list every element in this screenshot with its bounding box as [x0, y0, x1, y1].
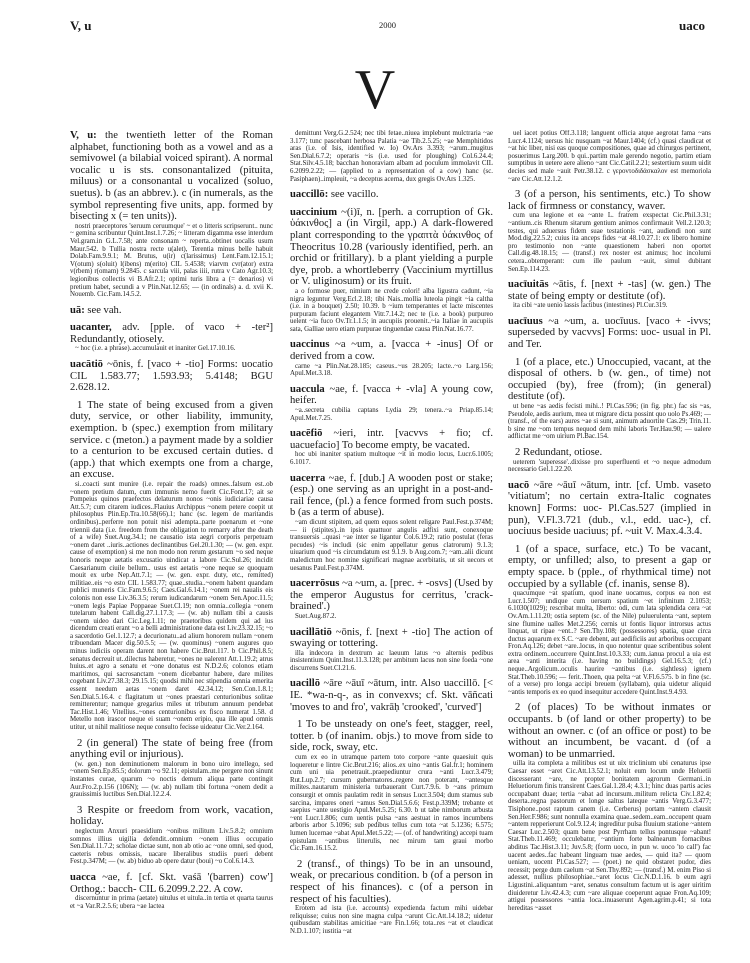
definition-text: ~ōnis, f. [next + -tio] The action of swaying or tottering.: [290, 626, 493, 650]
entry-definition-line: [508, 702, 711, 760]
entry-definition-line: [508, 447, 711, 459]
headword: uacēfiō: [290, 428, 323, 440]
citations: neglectum Anxuri praesidium ~onibus militum Liv.5.8.2; omnium somnos illius uigilia defendit..omnium ~onem illius occupatio Sen.Dial.11.7.2; scholae dictae sunt, non ab otio ac ~one omni, sed quod, caeteris rebus omissis, uacare liberalibus studiis pueri debent Fest.p.347M; — (w. ab) biduo ab opere datur (boui) ~o Col.6.14.3.: [70, 827, 273, 866]
dictionary-entry: [508, 130, 711, 183]
definition-text: ~a ~um, a. [vacca + -inus] Of or derived from a cow.: [290, 339, 493, 363]
entry-definition-line: [290, 678, 493, 713]
entry-definition-line: [70, 872, 273, 895]
definition-text: 2 (of places) To be without inmates or occupants. b (of land or other property) to be without an owner. c (of an office or post) to be without an incumbent, be vacant. d (of a woman) to be unmarried.: [508, 702, 711, 760]
entry-definition-line: [508, 357, 711, 403]
definition-text: ~ae, f. [cf. Skt. vaśā '(barren) cow'] Orthog.: bacch- CIL 6.2099.2.22. A cow.: [70, 871, 273, 895]
citations: hoc ubi inaniter spatium multoque ~it in modio locus, Lucr.6.1005; 6.1017.: [290, 451, 493, 466]
dictionary-entry: [508, 702, 711, 912]
entry-definition-line: [290, 627, 493, 650]
dictionary-entry: [508, 189, 711, 273]
headword: uacca: [70, 871, 96, 883]
headword: uaccinus: [290, 339, 330, 351]
dictionary-entry: [70, 305, 273, 317]
dictionary-entry: [70, 805, 273, 866]
definition-text: ~a ~um, a. [prec. + -osvs] (Used by the emperor Augustus for cerritus, 'crack-brained'.): [290, 578, 493, 613]
citations: cum ex eo in utramque partem toto corpore ~ante quaesiuit quis loqueretur e lintre Cic.Brut.216; alios..ex uino ~antis Gal.fr.1; hominem cum uni uia penetrauit..praepediuntur crura ~anti Lucr.3.479; Rut.Lup.2.7; cursum gubernatores..regere non poterant, ~antesque milites..nautarum ministeria turbauerant Curt.7.9.6. b ~ans primum consurgit et omnis paulatim redit in sensus Lucr.3.504; dum stamus sub sarcina, impares oneri ~amus Sen.Dial.5.6.6; Fest.p.339M; trebante et saepius ~ante uestigio Apul.Met.5.25; 6.30. b ut tabe nimborum arbusta ~ent Lucr.1.806; cum uentis pulsa ~ans aestuat in ramos incumbens arboris arbor 5.1096; sub pedibus tellus cum tota ~at 5.1236; 6.575; lumen lucernae ~abat Apul.Met.5.22; — (of. of handwriting) accepi tuam epistulam ~antibus litterulis, nec mirum tam graui morbo Cic.Fam.16.15.2.: [290, 754, 493, 853]
entry-definition-line: [70, 305, 273, 317]
entry-definition-line: [70, 322, 273, 345]
definition-text: ~ātis, f. [next + -tas] (w. gen.) The state of being empty or destitute (of).: [508, 279, 711, 302]
dictionary-entry: [290, 339, 493, 377]
dictionary-entry: [290, 473, 493, 573]
entry-definition-line: [70, 805, 273, 828]
citations: quacumque ~at spatium, quod inane uocamus, corpus ea non est Lucr.1.507; undique cum uersum spatium ~et infinitum 2.1053; 6.1030(1029); rescribat multa, liberto: odi, cum lata splendida cera ~at Ov.Am.1.11.20; ostia septem (sc. of the Nile) puluerulenta ~ant, septem sine flumine ualles Met.2.256; cernis ut fontis liquor introrsus actus linquat, ut ripae ~ent..? Sen.Thy.108; (possessores) spatia, quae circa ductus aquarum ex S.C. ~are debent, aut aedificiis aut arboribus occupant Fron.Aq.126; debet ~are..locus, in quo notentur quae scribentibus solent extra ordinem..occurrere Quint.Inst.10.3.33; cum..ianua procul a uia est area ~anti interita (i.e. having no buildings) Gel.16.5.3; (cf.) neque..Argolicum..oculis haurire ~antibus (i.e. sightless) ignem Stat.Theb.10.596; — ferit..Thoen, qua pelta ~at V.Fl.6.575. b in fine (sc. of a verse) pro longa accipi breuem (syllabam), quia uidetur aliquid ~antis temporis ex eo quod insequitur accedere Quint.Inst.9.4.93.: [508, 590, 711, 696]
headword: uacanter,: [70, 322, 112, 334]
definition-text: ~ieri, intr. [vacvvs + fio; cf. uacuefacio] To become empty, be vacated.: [290, 428, 493, 451]
definition-text: 1 (of a place, etc.) Unoccupied, vacant, at the disposal of others. b (w. gen., of time) not occupied (by), free (from); (in general) destitute (of).: [508, 356, 711, 403]
dictionary-entry: [70, 359, 273, 394]
entry-definition-line: [290, 339, 493, 362]
definition-text: ~ae, f. [dub.] A wooden post or stake; (esp.) one serving as an upright in a post-and-rail fence, (pl.) a fence formed from such posts. b (as a term of abuse).: [290, 472, 493, 519]
headword: uacātiō: [70, 359, 103, 371]
dictionary-entry: [290, 719, 493, 853]
definition-text: 3 (of a person, his sentiments, etc.) To show lack of firmness or constancy, waver.: [508, 189, 711, 212]
dictionary-entry: [508, 279, 711, 310]
entry-definition-line: [290, 428, 493, 451]
dictionary-entry: [290, 130, 493, 183]
citations: ~ hoc (i.e. a phrase)..accumulauit et inaniter Gel.17.10.16.: [75, 345, 236, 353]
dictionary-entry: [508, 357, 711, 441]
dictionary-entry: [290, 678, 493, 713]
citations: demittunt Verg.G.2.524; nec tibi fetae..niuea implebunt mulctraria ~ae 3.177; tunc pascebant herbosa Palatia ~ae Tib.2.5.25; ~ae Memphitidos aras (i.e. of Isis, identified w. Io) Ov.Ars 3.393; ~arum..mugitus Sen.Dial.6.7.2; operaris ~is (i.e. used for ploughing) Col.6.24.4; Stat.Silv.4.5.18; bacchan honoraviam albam ad poculum immolavit CIL 6.2099.2.22; — (applied to a representation of a cow) hanc (sc. Pasiphaen)..impleuit, ~a deceptus acerna, dux gregis Ov.Ars 1.325.: [290, 130, 493, 183]
definition-text: 1 (of a space, surface, etc.) To be vacant, empty, or unfilled; also, to present a gap or empty space. b (pple., of rhythmical time) not occupied by a syllable (cf. inanis, sense 8).: [508, 543, 711, 590]
entry-definition-line: [508, 316, 711, 351]
running-head: [70, 18, 705, 34]
headword: uacillō: [290, 678, 321, 690]
definition-text: see vacillo.: [330, 189, 379, 201]
entry-definition-line: [290, 207, 493, 288]
definition-text: 2 Redundant, otiose.: [515, 447, 603, 458]
entry-definition-line: [70, 738, 273, 761]
citations: (w. gen.) non deminutionem malorum in bono uiro intellego, sed ~onem Sen.Ep.85.5; dolorum ~o 92.11; epistulam..me pergere non sinunt instantes curae, quarum ~o noctis demum aliqua parte contingit Aur.Fro.2.p.156 (106N); — (w. ab) nullam tibi fortuna ~onem dedit a grauissimis luctibus Sen.Dial.12.2.4.: [70, 760, 273, 799]
definition-text: ~āre ~āuī ~ātum, intr. [cf. Umb. vaseto 'vitiatum'; no certain extra-Italic cognates known] Forms: uoc- Pl.Cas.527 (implied in pun), V.Fl.3.721 (dub., v.l., edd. uac-), cf. uociuus beside uaciuus; pf. ~uit V. Max.4.3.4.: [508, 479, 711, 538]
headword: uaccinium: [290, 206, 338, 218]
headword: uacō: [508, 479, 530, 491]
citations: ueterem 'superesse'..dixisse pro superfluenti et ~o neque admodum necessario Gel.1.22.20.: [508, 458, 711, 474]
dictionary-entry: [508, 480, 711, 538]
citations: a o formose puer, nimium ne crede colori! alba ligustra cadunt, ~ia nigra leguntur Verg.Ecl.2.18; tibi Nais..mollia luteola pingit ~ia caltha (i.e. in a bouquet) 2.50; 10.39. b ~ium temperantes et lacte miscentes purpuram faciunt elegantem Vitr.7.14.2; nec te (i.e. a book) purpureo uelent ~ia fuco Ov.Tr.1.1.5; in aucupiis prouenit..~ia Italiae in aucupiis sata, Galliae uero etiam purpurae tinguendae causa Plin.Nat.16.77.: [290, 287, 493, 333]
citations: cum una legione et ea ~ante L. fratrem exspectat Cic.Phil.3.31; ~antium..cis Rhenum sitarum gentium animos confirmauit Vell.2.120.3; testes, qui aduersus fidem suae testationis ~ant, audiendi non sunt Mod.dig.22.5.2; cuius ita anceps fides ~at 48.10.27.1: ex libero homine pro testimonio non ~ante quaestionem haberi non oportet Call.dig.48.18.15; — (transf.) rex noster est animus; hoc incolumi cetera..obtemperant: cum ille paulum ~auit, simul dubitant Sen.Ep.114.23.: [508, 212, 711, 273]
dictionary-entry: [70, 322, 273, 353]
page-number: 2000: [379, 20, 396, 30]
definition-text: 2 (in general) The state of being free (from anything evil or injurious).: [70, 737, 273, 761]
column-1: [70, 130, 273, 953]
definition-text: adv. [pple. of vaco + -ter²] Redundantly, otiosely.: [70, 322, 273, 345]
definition-text: see vah.: [87, 304, 122, 316]
dictionary-entry: [290, 384, 493, 422]
dictionary-entry: [290, 627, 493, 673]
citations: nostri praeceptores 'seruum ceruumque' ~ et o litteris scripserunt.. nunc ~ gemina scribuntur Quint.Inst.1.7.26; ~ litteram digamma esse interdum Vel.gram.in G.L.7.58; ante consonam ~ reperta..obtinet uocalis usum Maur.542. b Tullia nostra recte u(alet), Terentia minus belle habuit Dolab.Fam.9.9.1; M. Brutus, u(ir) c(larissimus) Lent.Fam.12.15.1; V(otum) s(oluit) l(ibens) m(erito) CIL 5.4538; viarvm cvr(ator) extra v(rbem) r(omam) 9.2845. c sarcula viii, palas iiii, rutra v Cato Agr.10.3; legionibus collectis vi B.Afr.2.1; optimi turis libra a (= denarios) vi pretium habet, secundi a v Plin.Nat.12.65; — (in ordinals) a. d. xvii K. Nouemb. Cic.Fam.14.5.2.: [70, 222, 273, 299]
definition-text: 2 (transf., of things) To be in an unsound, weak, or precarious condition. b (of a person in respect of his finances). c (of a person in respect of his faculties).: [290, 858, 493, 905]
dictionary-entry: [70, 400, 273, 732]
dictionary-entry: [508, 316, 711, 351]
entry-definition-line: [70, 400, 273, 481]
headword: uaccillō:: [290, 189, 329, 201]
citations: ut bene ~as aedis fecisti mihi..! Pl.Cas.596; (in fig. phr.) fac sis ~as, Pseudole, aedis aurium, mea ut migrare dicta possint quo uolo Ps.469; — (transf., of the ears) aures ~ae si sunt, animum aduortite Cas.29; Trin.11. b sine me ~om tempus nequod dem mihi laboris Ter.Hau.90; — ualere adflictat me ~om uirium Pl.Bac.154.: [508, 403, 711, 441]
citations: carne ~a Plin.Nat.28.185; caseus..~us 28.205; lacte..~o Larg.156; Apul.Met.3.18.: [290, 362, 493, 378]
running-head-left: V, u: [70, 18, 92, 33]
headword: uacerrōsus: [290, 578, 340, 590]
entry-definition-line: [508, 544, 711, 590]
headword: V, u:: [70, 130, 97, 141]
entry-definition-line: [508, 189, 711, 212]
citations: ita cibi ~ate uenio lassis lactibus (intestines) Pl.Cur.319.: [513, 302, 668, 310]
headword: uacerra: [290, 472, 326, 484]
entry-definition-line: [290, 859, 493, 905]
definition-text: ~a ~um, a. uocīuus. [vaco + -ivvs; superseded by vacvvs] Forms: uoc- usual in Pl. and Ter.: [508, 315, 711, 351]
entry-definition-line: [508, 480, 711, 538]
column-3: [508, 130, 711, 953]
definition-text: ~āre ~āuī ~ātum, intr. Also uaccillō. [< IE. *wa-n-q-, as in convexvs; cf. Skt. vāñcati 'moves to and fro', vakrāḥ 'crooked', 'curved']: [290, 678, 493, 713]
dictionary-entry: [70, 738, 273, 799]
dictionary-entry: [508, 544, 711, 697]
entry-definition-line: [70, 359, 273, 394]
entry-definition-line: [290, 384, 493, 407]
section-letter: V: [354, 59, 396, 121]
headword: uā:: [70, 304, 85, 316]
citations: uilla ita completa a militibus est ut uix triclinium ubi cenaturus ipse Caesar esset ~aret Cic.Att.13.52.1; noluit eum locum unde Heluetii discesserant ~are, ne propter bonitatem agrorum Germani..in Heluetiorum finis transirent Caes.Gal.1.28.4; 4.3.1; hinc duas partis acies occupabant duae; tertia ~abat ad incursum..militum relicta Civ.1.82.4; deserta..regna pastorum et longe saltus lateque ~antis Verg.G.3.477; Tisiphone..post raptum canem (i.e. Cerberus) portam ~antem clausit Sen.Her.F.986; sunt nonnulla examina quae..sedem..eam..occupent quam ~antem repperierunt Col.9.12.4; ingreditur pulsa fluuium statione ~antem Caesar Luc.2.503; quam bene post Pyrrham tellus pontusque ~abant! Stat.Theb.11.469; occulebatur, ~antium forte balnearum fornacibus abditus Tac.Hist.3.11; Juv.5.8; (form uoco, in pun w. uoco 'to call') fac uacent aedes..fac habeant linguam tuae aedes, — quid ita? — quom ueniam, uocent Pl.Cas.527; — (poet.) ne quid obstaret pudor, dies recessit; perge dum caelum ~at Sen.Thy.892; — (transf.) M. enim Piso si adesset, nullius philosophiae..~aret locus Cic.N.D.1.16. b eum agri Ligustini..aliquantum ~aret, senatus consultum factum ut is ager uiritim diuideretur Liv.42.4.3; cum ~are aliquae coeperunt aquae Fron.Aq.109; attigui possessores ~antia loca..inuaserunt Agen.agrim.p.41; si tota hereditas ~asset: [508, 760, 711, 912]
headword: uacīuitās: [508, 279, 549, 291]
dictionary-entry: [290, 189, 493, 201]
citations: Erotem ad ista (i.e. accounts) expedienda factum mihi uidebar reliquisse; cuius non sine magna culpa ~arunt Cic.Att.14.18.2; uidetur quibusdam stabilitas amicitiae ~are Fin.1.66; tota..res ~at et claudicat N.D.1.107; iustitia ~at: [290, 905, 493, 935]
citations: illa indecora in dextrum ac laeuum latus ~o alternis pedibus insistentium Quint.Inst.11.3.128; per ambitum lacus non sine foeda ~one discurrens Suet.Cl.21.6.: [290, 649, 493, 672]
dictionary-entry: [70, 872, 273, 910]
definition-text: 1 The state of being excused from a given duty, service, or other liability, immunity, exemption. b (spec.) exemption from military service. c (meton.) a payment made by a soldier to a centurion to be excused certain duties. d (app.) that which exempts one from a charge, an excuse.: [70, 399, 273, 481]
headword: uacillātiō: [290, 626, 332, 638]
definition-text: ~(i)ī, n. [perh. a corruption of Gk. ὑάκινθος] a (in Virgil, app.) A dark-flowered plant corresponding to the γραπτὰ ὑάκινθος of Theocritus 10.28 (variously identified, perh. an orchid or fritillary). b a plant yielding a purple dye, prob. a whortleberry (Vaccinium myrtillus or V. uliginosum) or its fruit.: [290, 206, 493, 288]
definition-text: ~ōnis, f. [vaco + -tio] Forms: uocatio CIL 1.583.77; 1.593.93; 5.4148; BGU 2.628.12.: [70, 359, 273, 394]
dictionary-entry: [70, 130, 273, 299]
definition-text: 1 To be unsteady on one's feet, stagger, reel, totter. b (of inanim. objs.) to move from side to side, rock, sway, etc.: [290, 719, 493, 754]
column-2: [290, 130, 493, 953]
citations: ~a..secreta cubilia captans Lydia 29; tenera..~a Priap.85.14; Apul.Met.7.25.: [290, 407, 493, 422]
entry-definition-line: [70, 130, 273, 223]
headword: uaccula: [290, 383, 325, 395]
entry-definition-line: [290, 473, 493, 519]
citations: discernuntur in prima (aetate) uitulus et uitula..in tertia et quarta taurus et ~a Var.R.2.5.6; ubera ~ae lactea: [70, 895, 273, 910]
definition-text: 3 Respite or freedom from work, vacation, holiday.: [70, 804, 273, 828]
entry-definition-line: [290, 189, 493, 201]
citations: si..coacti sunt munire (i.e. repair the roads) omnes..falsum est..ob ~onem pretium datum, cum immunis nemo fuerit Cic.Font.17; ait se Pompeius quinos praefectos delaturum nonos ~onis iudiciariae causa Att.5.7; cum citarem iudices..Flauius Archippus ~onem petere coepit ut philosophus Plin.Ep.Tra.10.58(66).1; hanc (sc. legem de maritandis ordinibus)..perferre non potuit nisi adempta..parte poenarum et ~one triennii data (i.e. freedom from the obligation to remarry after the death of a wife) Suet.Aug.34.1; ne causatio ista aegri corporis perpetuam ~onem daret ..iuris..actiones declinantibus Gel.20.1.30; — (w. gen. expr. cause of exemption) si me non modo non rerum gestarum ~o sed neque honoris neque aetatis excusatio uindicat a labore Cic.Sul.26; incidit Caesarianum ciuile bellum.. usus est aetatis ~one neque se quoquam mouit ex urbe Nep.Att.7.1; — (w. gen. expr. duty, etc., remitted) militiae..eis ~o esto CIL 1.583.77; quae..studia..~onem habent quandam publici muneris Cic.Fam.9.6.5; Caes.Gal.6.14.1; ~onem rei naualis eis colonis non esse Liv.36.3.5; rerum iudicandarum ~onem Sen.Apoc.11.5; ~onem legis Papiae Poppaeae Suet.Cl.19; non omnia..collegia ~onem tutelarum habent Call.dig.27.1.17.3; — (w. ab) nullam tibi a causis ~onem uideo dari Cic.Leg.1.11; ne praetoribus quidem qui ad ius dicendum creati erant ~o a belli administratione data est Liv.23.32.15; ~o a sacerdotio Gel.1.12.7; a decurionatu..ad alium honorem nullam ~onem tribuendam Macer dig.50.5.5; — (w. quominus) ~onem augures quo minus iudiciis operam darent non habere Cic.Brut.117. b Cic.Phil.8.5; senatus decreuit ut..dilectus haberetur, ~ones ne ualerent Att.1.19.2; atrus huius..et agro a senatu et ~one donatus est N.D.2.6; colonos etiam maritimos, qui sacrosanctam ~onem dicebantur habere, dare milites cogebant Liv.27.38.3; 29.15.15; quodsi mihi nec stipendia omnia emerita essent needum aetas ~onem daret 42.34.12; Sen.Con.1.8.1; Sen.Dial.5.16.4. c flagitatum ut ~ones praestari centurionibus solitae remitterentur; namque gregarius miles ut tributum annuum pendebat Tac.Hist.1.46; Vitellius..~ones centurionibus ex fisco numerat 1.58. d Metello non irascor neque ei suam ~onem eripio, qua ille apud omnis utitur, ut nihil malitiose neque consulto fecisse uideatur Cic.Ver.2.164.: [70, 481, 273, 731]
entry-definition-line: [290, 719, 493, 754]
headword: uacīuus: [508, 315, 543, 327]
dictionary-entry: [290, 428, 493, 466]
dictionary-entry: [508, 447, 711, 474]
entry-definition-line: [290, 578, 493, 613]
definition-text: the twentieth letter of the Roman alphabet, functioning both as a vowel and as a semivowel (a bilabial voiced spirant). A normal vocalic u is sts. consonantalized (pituita, miluus) or a consonantal u vocalized (soluo, suetus). b (as an abbrev.). c (in numerals, as the symbol representing five units, app. formed by bisecting x (= ten units)).: [70, 130, 273, 223]
entry-definition-line: [508, 279, 711, 302]
citations: ~am dicunt stipitem, ad quem equos solent religare Paul.Fest.p.374M; — ii (stipites)..in ipsis quattuor angulis adfixi sunt, conexoque transuersis ..quasi ~ae inter se ligantur Col.6.19.2; ratio postulat (feras pecudes) ~is includi (sic enim appellatur genus clatrorum) 9.1.3; uiuarium quod ~is circumdatum est 9.1.9. b Aug.com.7; ~am..alii dicunt maledictum hoc nomine significari magnae acerbitatis, ut sit uecors et uesanus Paul.Fest.p.374M.: [290, 518, 493, 572]
definition-text: ~ae, f. [vacca + -vla] A young cow, heifer.: [290, 383, 493, 407]
dictionary-entry: [290, 859, 493, 936]
citations: uel iacet potius Off.3.118; languent officia atque aegrotat fama ~ans Lucr.4.1124; uersus hic nusquam ~at Maur.1404; (cf.) quasi claudicat et ~at hic liber, nisi eas quoque compositiones, quae ad chirurgos pertinent, posuerimus Larg.200. b qui..partim male gerendo negotio, partim etiam sumptibus in uetere aere alieno ~ant Cic.Catil.2.21; sestertium suum uidit decies sed male ~auit Petr.38.12. c γεροντοδιδάσκαλον est memoriola ~are Cic.Att.12.1.2.: [508, 130, 711, 183]
dictionary-entry: [290, 578, 493, 620]
running-head-right: uaco: [679, 18, 705, 33]
citations: Suet.Aug.87.2.: [295, 612, 337, 620]
dictionary-entry: [290, 207, 493, 334]
